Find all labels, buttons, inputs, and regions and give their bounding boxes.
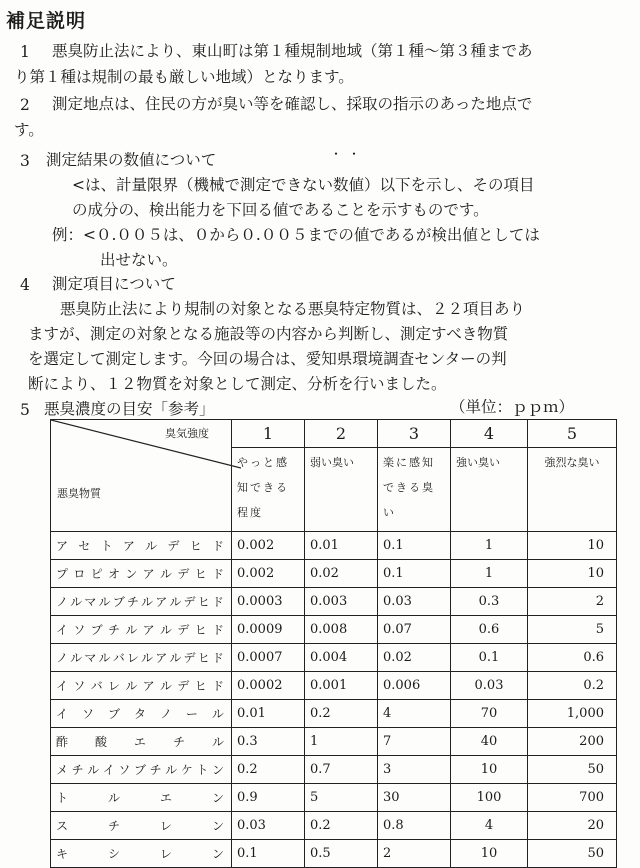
table-row bbox=[51, 560, 617, 588]
value-level-2: 0.008 bbox=[305, 616, 378, 644]
substance-name bbox=[51, 616, 232, 644]
value-level-2: 0.7 bbox=[305, 756, 378, 784]
value-level-2: 0.003 bbox=[305, 588, 378, 616]
value-level-4: 1 bbox=[451, 532, 528, 560]
substance-name-text: イ ソ ブ タ ノ ー ル bbox=[56, 707, 224, 721]
substance-name-text: ト ル エ ン bbox=[56, 791, 224, 805]
section-1-line-1: 悪臭防止法により、東山町は第１種規制地域（第１種～第３種まであ bbox=[52, 42, 533, 60]
table-header-levels bbox=[51, 420, 617, 448]
level-description-4: 強い臭い bbox=[451, 448, 528, 532]
value-level-5: 50 bbox=[528, 840, 617, 868]
section-4-line-3: ますが、測定の対象となる施設等の内容から判断し、測定すべき物質 bbox=[28, 325, 509, 343]
section-1-line-2: り第１種は規制の最も厳しい地域）となります。 bbox=[14, 68, 354, 86]
value-level-1: 0.0002 bbox=[232, 672, 305, 700]
substance-name bbox=[51, 588, 232, 616]
substance-name bbox=[51, 756, 232, 784]
value-level-2: 0.01 bbox=[305, 532, 378, 560]
value-level-4: 1 bbox=[451, 560, 528, 588]
section-4-number: 4 bbox=[20, 276, 30, 294]
substance-name bbox=[51, 700, 232, 728]
level-header-1: 1 bbox=[232, 420, 305, 448]
value-level-4: 0.1 bbox=[451, 644, 528, 672]
value-level-1: 0.002 bbox=[232, 560, 305, 588]
substance-name-text: ア セ ト ア ル デ ヒ ド bbox=[56, 539, 224, 553]
substance-name bbox=[51, 672, 232, 700]
substance-name-text: ス チ レ ン bbox=[56, 819, 224, 833]
value-level-5: 0.2 bbox=[528, 672, 617, 700]
value-level-3: 0.1 bbox=[378, 532, 451, 560]
level-header-2: 2 bbox=[305, 420, 378, 448]
substance-name bbox=[51, 560, 232, 588]
substance-name bbox=[51, 784, 232, 812]
level-description-5: 強烈な臭い bbox=[528, 448, 617, 532]
value-level-4: 0.03 bbox=[451, 672, 528, 700]
section-3-line-2: <は、計量限界（機械で測定できない数値）以下を示し、その項目 bbox=[72, 176, 535, 194]
table-row bbox=[51, 812, 617, 840]
substance-name-text: プ ロ ピ オ ン ア ル デ ヒ ド bbox=[56, 567, 224, 581]
level-description-3: 楽に感知できる臭い bbox=[378, 448, 451, 532]
value-level-5: 1,000 bbox=[528, 700, 617, 728]
section-5-heading: 悪臭濃度の目安「参考」 bbox=[44, 400, 215, 418]
value-level-1: 0.0007 bbox=[232, 644, 305, 672]
substance-name-text: イ ソ ブ チ ル ア ル デ ヒ ド bbox=[56, 623, 224, 637]
value-level-4: 4 bbox=[451, 812, 528, 840]
substance-name-text: 酢 酸 エ チ ル bbox=[56, 735, 224, 749]
value-level-2: 0.2 bbox=[305, 812, 378, 840]
value-level-3: 3 bbox=[378, 756, 451, 784]
section-3-example-line-2: 出せない。 bbox=[100, 251, 178, 269]
section-3-number: 3 bbox=[20, 152, 30, 170]
substance-name-text: ノ ル マ ル バ レ ル ア ル デ ヒ ド bbox=[56, 651, 224, 665]
section-2-line-2: す。 bbox=[14, 121, 44, 139]
value-level-1: 0.0003 bbox=[232, 588, 305, 616]
value-level-1: 0.002 bbox=[232, 532, 305, 560]
substance-name bbox=[51, 840, 232, 868]
section-4-heading: 測定項目について bbox=[52, 275, 176, 293]
value-level-5: 50 bbox=[528, 756, 617, 784]
value-level-3: 2 bbox=[378, 840, 451, 868]
table-row bbox=[51, 756, 617, 784]
value-level-4: 10 bbox=[451, 756, 528, 784]
value-level-1: 0.03 bbox=[232, 812, 305, 840]
table-row bbox=[51, 672, 617, 700]
table-row bbox=[51, 644, 617, 672]
emphasis-marks: ・・ bbox=[330, 147, 367, 161]
section-4-line-4: を選定して測定します。今回の場合は、愛知県環境調査センターの判 bbox=[28, 350, 507, 368]
section-5-number: 5 bbox=[20, 401, 30, 419]
section-4-line-2: 悪臭防止法により規制の対象となる悪臭特定物質は、２２項目あり bbox=[60, 300, 526, 318]
value-level-5: 10 bbox=[528, 532, 617, 560]
table-row bbox=[51, 588, 617, 616]
table-row bbox=[51, 784, 617, 812]
page-title: 補足説明 bbox=[6, 10, 87, 32]
substance-name bbox=[51, 728, 232, 756]
value-level-2: 0.5 bbox=[305, 840, 378, 868]
level-description-2: 弱い臭い bbox=[305, 448, 378, 532]
value-level-4: 40 bbox=[451, 728, 528, 756]
value-level-2: 5 bbox=[305, 784, 378, 812]
table-row bbox=[51, 840, 617, 868]
value-level-3: 0.8 bbox=[378, 812, 451, 840]
value-level-2: 0.02 bbox=[305, 560, 378, 588]
value-level-3: 0.1 bbox=[378, 560, 451, 588]
table-body bbox=[51, 532, 617, 868]
section-2-line-1: 測定地点は、住民の方が臭い等を確認し、採取の指示のあった地点で bbox=[52, 95, 533, 113]
substance-name bbox=[51, 532, 232, 560]
value-level-3: 0.03 bbox=[378, 588, 451, 616]
value-level-1: 0.9 bbox=[232, 784, 305, 812]
substance-name bbox=[51, 644, 232, 672]
value-level-5: 0.6 bbox=[528, 644, 617, 672]
diagonal-line bbox=[51, 420, 241, 524]
value-level-1: 0.01 bbox=[232, 700, 305, 728]
odor-concentration-table bbox=[50, 419, 617, 868]
substance-name bbox=[51, 812, 232, 840]
section-4-line-5: 断により、１２物質を対象として測定、分析を行いました。 bbox=[28, 375, 447, 393]
value-level-5: 20 bbox=[528, 812, 617, 840]
value-level-2: 0.001 bbox=[305, 672, 378, 700]
value-level-4: 0.3 bbox=[451, 588, 528, 616]
value-level-2: 0.2 bbox=[305, 700, 378, 728]
level-header-4: 4 bbox=[451, 420, 528, 448]
table-row bbox=[51, 700, 617, 728]
value-level-3: 0.07 bbox=[378, 616, 451, 644]
value-level-4: 0.6 bbox=[451, 616, 528, 644]
value-level-4: 10 bbox=[451, 840, 528, 868]
section-3-line-3: の成分の、検出能力を下回る値であることを示すものです。 bbox=[72, 201, 489, 219]
section-3-heading: 測定結果の数値について bbox=[46, 151, 217, 169]
substance-name-text: イ ソ バ レ ル ア ル デ ヒ ド bbox=[56, 679, 224, 693]
value-level-3: 7 bbox=[378, 728, 451, 756]
value-level-5: 700 bbox=[528, 784, 617, 812]
value-level-3: 30 bbox=[378, 784, 451, 812]
level-header-3: 3 bbox=[378, 420, 451, 448]
value-level-1: 0.3 bbox=[232, 728, 305, 756]
value-level-3: 0.006 bbox=[378, 672, 451, 700]
section-1-number: 1 bbox=[20, 43, 30, 61]
table-corner-cell bbox=[51, 420, 232, 532]
value-level-4: 100 bbox=[451, 784, 528, 812]
value-level-5: 200 bbox=[528, 728, 617, 756]
value-level-5: 10 bbox=[528, 560, 617, 588]
table-row bbox=[51, 532, 617, 560]
value-level-2: 0.004 bbox=[305, 644, 378, 672]
corner-label-intensity: 臭気強度 bbox=[165, 427, 209, 440]
unit-label: （単位：ｐｐｍ） bbox=[450, 398, 575, 416]
value-level-2: 1 bbox=[305, 728, 378, 756]
value-level-5: 2 bbox=[528, 588, 617, 616]
value-level-3: 4 bbox=[378, 700, 451, 728]
section-3-example-line-1: 例：<０.００５は、０から０.００５までの値であるが検出値としては bbox=[52, 226, 540, 244]
substance-name-text: キ シ レ ン bbox=[56, 847, 224, 861]
value-level-3: 0.02 bbox=[378, 644, 451, 672]
value-level-1: 0.2 bbox=[232, 756, 305, 784]
value-level-5: 5 bbox=[528, 616, 617, 644]
value-level-4: 70 bbox=[451, 700, 528, 728]
value-level-1: 0.0009 bbox=[232, 616, 305, 644]
value-level-1: 0.1 bbox=[232, 840, 305, 868]
substance-name-text: ノ ル マ ル ブ チ ル ア ル デ ヒ ド bbox=[56, 595, 224, 609]
level-header-5: 5 bbox=[528, 420, 617, 448]
section-2-number: 2 bbox=[20, 96, 30, 114]
level-description-1: やっと感知できる程度 bbox=[232, 448, 305, 532]
substance-name-text: メ チ ル イ ソ ブ チ ル ケ ト ン bbox=[56, 763, 224, 777]
table-row bbox=[51, 728, 617, 756]
table-row bbox=[51, 616, 617, 644]
corner-label-substance: 悪臭物質 bbox=[57, 487, 101, 500]
